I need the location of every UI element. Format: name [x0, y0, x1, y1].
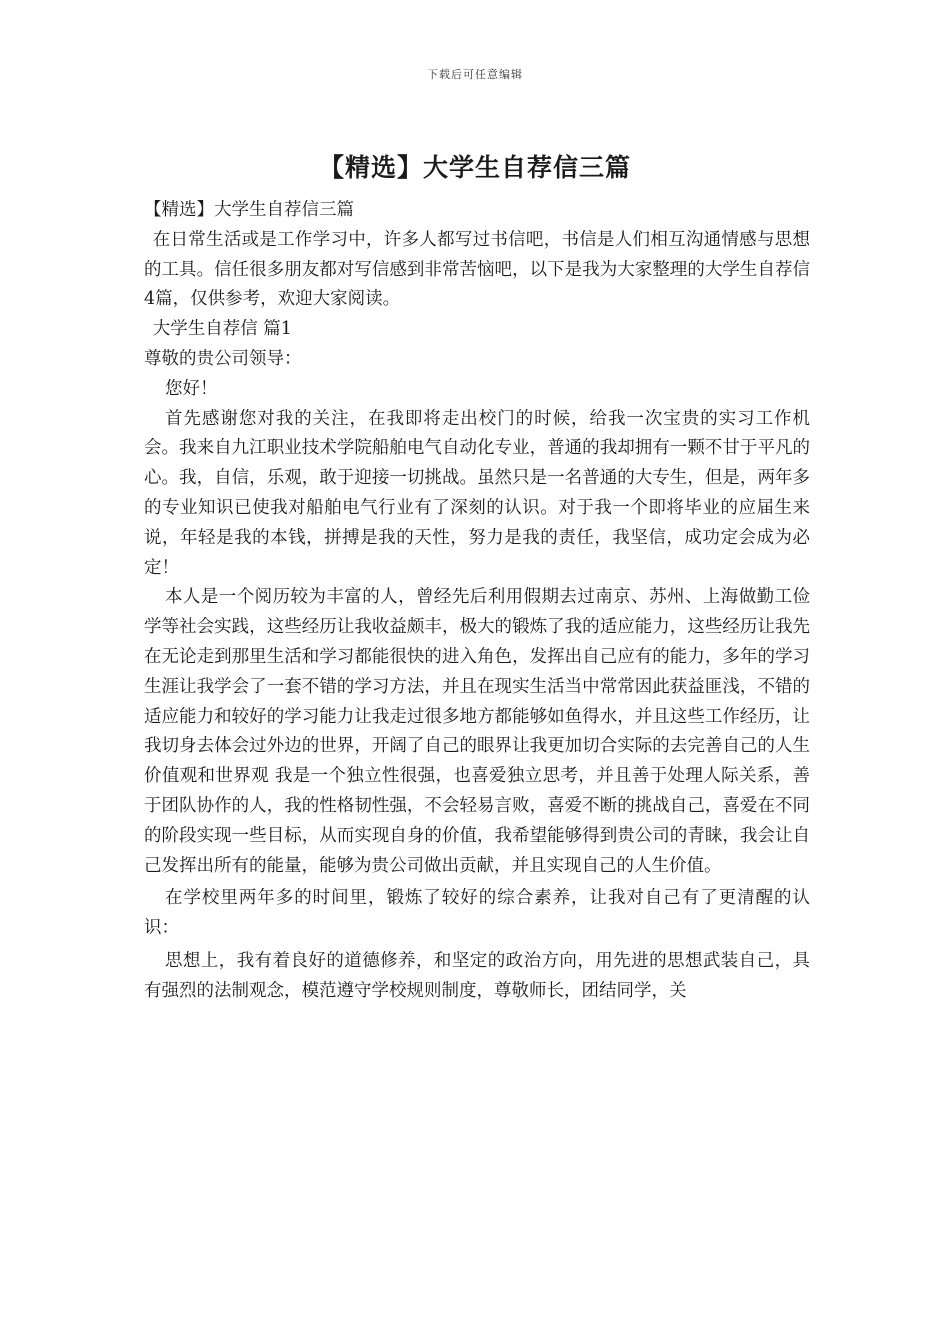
- greeting: 您好！: [165, 378, 218, 399]
- body-paragraph: 思想上，我有着良好的道德修养，和坚定的政治方向，用先进的思想武装自己，具有强烈的法制观念，模范遵守学校规则制度，尊敬师长，团结同学，关: [144, 950, 810, 1001]
- body-paragraph: 首先感谢您对我的关注，在我即将走出校门的时候，给我一次宝贵的实习工作机会。我来自九江职业技术学院船舶电气自动化专业，普通的我却拥有一颗不甘于平凡的心。我，自信，乐观，敢于迎接一切挑战。虽然只是一名普通的大专生，但是，两年多的专业知识已使我对船舶电气行业有了深刻的认识。对于我一个即将毕业的应届生来说，年轻是我的本钱，拼搏是我的天性，努力是我的责任，我坚信，成功定会成为必定！: [144, 408, 810, 578]
- intro-paragraph: 在日常生活或是工作学习中，许多人都写过书信吧，书信是人们相互沟通情感与思想的工具。信任很多朋友都对写信感到非常苦恼吧，以下是我为大家整理的大学生自荐信4篇，仅供参考，欢迎大家阅读。: [144, 229, 810, 310]
- document-title: 【精选】大学生自荐信三篇: [318, 153, 631, 182]
- body-paragraph: 本人是一个阅历较为丰富的人，曾经先后利用假期去过南京、苏州、上海做勤工俭学等社会实践，这些经历让我收益颇丰，极大的锻炼了我的适应能力，这些经历让我先在无论走到那里生活和学习都能很快的进入角色，发挥出自己应有的能力，多年的学习生涯让我学会了一套不错的学习方法，并且在现实生活当中常常因此获益匪浅，不错的适应能力和较好的学习能力让我走过很多地方都能够如鱼得水，并且这些工作经历，让我切身去体会过外边的世界，开阔了自己的眼界让我更加切合实际的去完善自己的人生价值观和世界观 我是一个独立性很强，也喜爱独立思考，并且善于处理人际关系，善于团队协作的人，我的性格韧性强，不会轻易言败，喜爱不断的挑战自己，喜爱在不同的阶段实现一些目标，从而实现自身的价值，我希望能够得到贵公司的青睐，我会让自己发挥出所有的能量，能够为贵公司做出贡献，并且实现自己的人生价值。: [144, 587, 810, 876]
- subtitle-line: 【精选】大学生自荐信三篇: [144, 200, 354, 220]
- header-note: 下载后可任意编辑: [427, 68, 523, 81]
- salutation: 尊敬的贵公司领导：: [144, 348, 302, 369]
- section-heading: 大学生自荐信 篇1: [152, 319, 292, 340]
- document-body: [144, 196, 810, 1007]
- body-paragraph: 在学校里两年多的时间里，锻炼了较好的综合素养，让我对自己有了更清醒的认识：: [144, 888, 810, 939]
